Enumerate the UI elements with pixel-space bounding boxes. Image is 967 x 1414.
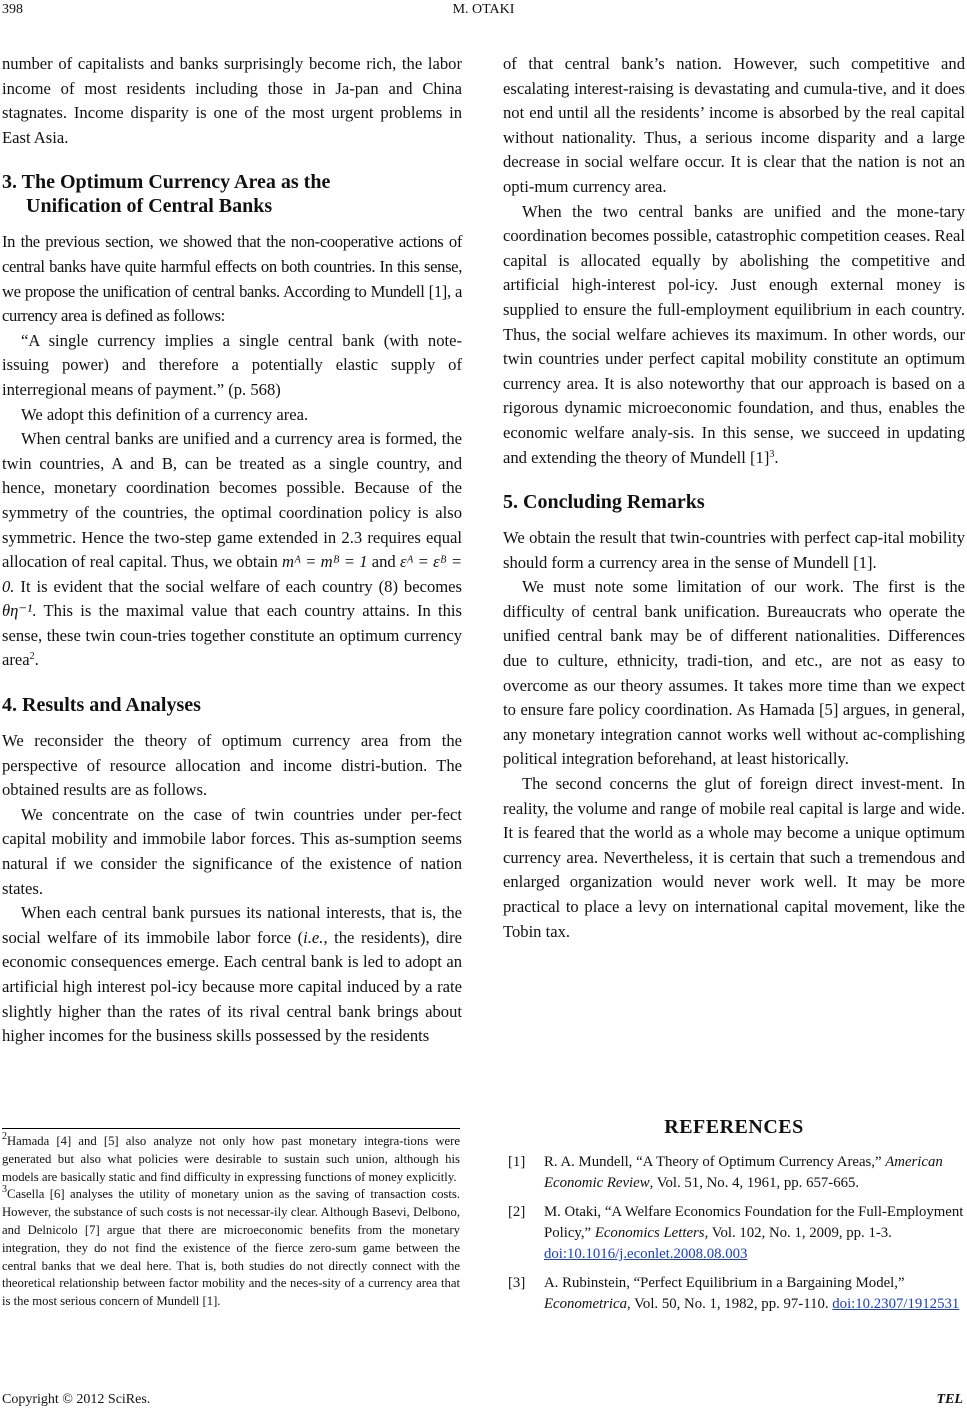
reference-journal: Econometrica <box>544 1296 628 1312</box>
section-heading-3 <box>2 170 462 218</box>
left-column <box>2 52 462 1049</box>
footnote-ref: 3 <box>769 448 775 460</box>
reference-journal: American Economic Review <box>544 1154 943 1191</box>
text-run: When each central bank pursues its national interests, that is, the social welfare of its immobile labor force ( <box>2 903 462 947</box>
reference-number: [3] <box>508 1275 526 1291</box>
paragraph: In the previous section, we showed that the non-cooperative actions of central banks have quite harmful effects on both countries. In this sense, we propose the unification of central banks. According to Mundell [1], a currency area is defined as follows: <box>2 232 462 326</box>
reference-text: , Vol. 51, No. 4, 1961, pp. 657-665. <box>649 1175 860 1191</box>
right-column <box>503 52 965 944</box>
reference-text: A. Rubinstein, “Perfect Equilibrium in a Bargaining Model,” <box>544 1275 905 1291</box>
heading-line: Unification of Central Banks <box>26 195 273 218</box>
section-heading-4: 4. Results and Analyses <box>2 694 201 717</box>
page-header <box>0 2 967 24</box>
reference-journal: Economics Letters <box>594 1225 705 1241</box>
reference-number: [1] <box>508 1154 526 1170</box>
paragraph <box>2 901 462 1049</box>
paragraph: We must note some limitation of our work. The first is the difficulty of central bank unification. Bureaucrats who operate the unified central bank may be of different nationalities. Differences due to culture, ethnicity, tradi-tion, and etc., are not as easy to overcome as our theory assumes. It takes more time than we expect to ensure fare policy coordination. As Hamada [5] argues, in general, any monetary integration cannot works well without ac-complishing political integration beforehand, at least historically. <box>503 577 965 769</box>
italic-text: i.e. <box>303 927 324 947</box>
paragraph: of that central bank’s nation. However, such competitive and escalating interest-raising is devastating and cumula-tive, and it does not end until all the residents’ income is absorbed by the real capital without nationality. Thus, a serious income disparity and a large decrease in social welfare occur. It is clear that the nation is not an opti-mum currency area. <box>503 54 965 196</box>
footnote-number: 2 <box>2 1131 7 1142</box>
reference-text: R. A. Mundell, “A Theory of Optimum Currency Areas,” <box>544 1154 886 1170</box>
paragraph: We adopt this definition of a currency area. <box>21 404 309 424</box>
copyright: Copyright © 2012 SciRes. <box>2 1392 151 1407</box>
footnote-ref: 2 <box>29 651 35 663</box>
reference-item <box>508 1152 966 1194</box>
references-heading: REFERENCES <box>664 1116 804 1138</box>
text-run: It is evident that the social welfare of each country (8) becomes <box>20 576 462 596</box>
paragraph <box>2 427 462 673</box>
equation-m: mᴬ = mᴮ = 1 <box>282 552 368 572</box>
reference-item <box>508 1273 966 1315</box>
footnotes <box>2 1128 460 1311</box>
footnote-2 <box>2 1133 460 1186</box>
reference-text: , Vol. 50, No. 1, 1982, pp. 97-110. <box>627 1296 833 1312</box>
footnote-text: Hamada [4] and [5] also analyze not only how past monetary integra-tions were generated but also what policies were desirable to sustain such union, although his models are basically static and find difficulty in expressing functions of money explicitly. <box>2 1134 460 1184</box>
reference-number: [2] <box>508 1204 526 1220</box>
paragraph: We concentrate on the case of twin countries under per-fect capital mobility and immobile labor forces. This as-sumption seems natural if we consider the significance of the existence of nation states. <box>2 804 462 898</box>
paragraph <box>503 200 965 471</box>
paragraph: We obtain the result that twin-countries with perfect cap-ital mobility should form a currency area in the sense of Mundell [1]. <box>503 528 965 572</box>
footnote-number: 3 <box>2 1184 7 1196</box>
footnote-3 <box>2 1186 460 1311</box>
doi-link[interactable]: doi:10.1016/j.econlet.2008.08.003 <box>544 1246 748 1262</box>
text-run: and <box>371 552 396 572</box>
paragraph: We reconsider the theory of optimum currency area from the perspective of resource allocation and income distri-bution. The obtained results are as follows. <box>2 731 462 800</box>
references-list <box>508 1152 966 1323</box>
reference-text: M. Otaki, “A Welfare Economics Foundation for the Full-Employment Policy,” <box>544 1204 964 1241</box>
text-run: , the residents), dire economic consequences emerge. Each central bank is led to adopt an artificial high interest pol-icy because more capital induced by a rate slightly higher than the rates of its rival central bank brings about higher incomes for the business skills possessed by the residents <box>2 927 462 1046</box>
quote-paragraph: “A single currency implies a single central bank (with note-issuing power) and therefore a potentially elastic supply of interregional means of payment.” (p. 568) <box>2 330 462 399</box>
heading-line: 3. The Optimum Currency Area as the <box>2 171 331 194</box>
section-heading-5: 5. Concluding Remarks <box>503 491 705 514</box>
footnote-text: Casella [6] analyses the utility of monetary union as the saving of transaction costs. However, the substance of such costs is not necessar-ily clear. Although Basevi, Delbono, and Delnicolo [7] argue that there are microeconomic benefits from the monetary integration, they do not find the existence of the fierce zero-sum game between the central banks that we deal here. That is, both studies do not directly connect with the theoretical relationship between factor mobility and the neces-sity of a currency area that is the most serious concern of Mundell [1]. <box>2 1187 460 1309</box>
doi-link[interactable]: doi:10.2307/1912531 <box>832 1296 960 1312</box>
paragraph: number of capitalists and banks surprisingly become rich, the labor income of most residents including those in Ja-pan and China stagnates. Income disparity is one of the most urgent problems in East Asia. <box>2 54 462 147</box>
running-author: M. OTAKI <box>452 2 515 17</box>
page-number: 398 <box>2 2 23 17</box>
text-run: When the two central banks are unified and the mone-tary coordination becomes possible, catastrophic competition ceases. Real capital is allocated equally by abolishing the competitive and artificial high-interest pol-icy. Just enough external money is supplied to ensure the full-employment equilibrium in each country. Thus, the social welfare achieves its maximum. In other words, our twin countries under perfect capital mobility constitute an optimum currency area. It is also noteworthy that our approach is based on a rigorous dynamic microeconomic foundation, and thus, enables the economic welfare analy-sis. In this sense, we succeed in updating and extending the theory of Mundell [1] <box>503 201 965 467</box>
journal-abbrev: TEL <box>936 1392 963 1407</box>
text-run: . This is the maximal value that each country attains. In this sense, these twin coun-tries together constitute an optimum currency area <box>2 601 462 670</box>
text-run: . <box>34 650 39 670</box>
reference-text: , Vol. 102, No. 1, 2009, pp. 1-3. <box>704 1225 892 1241</box>
reference-item <box>508 1202 966 1265</box>
paragraph: The second concerns the glut of foreign direct invest-ment. In reality, the volume and range of mobile real capital is large and wide. It is feared that the world as a whole may become a unique optimum currency area. Nevertheless, it is certain that such a tremendous and enlarged organization would never work well. It may be more practical to place a levy on international capital movement, like the Tobin tax. <box>503 774 965 941</box>
text-run: When central banks are unified and a currency area is formed, the twin countries, A and B, can be treated as a single country, and hence, monetary coordination becomes possible. Because of the symmetry of the countries, the optimal coordination policy is also symmetric. Hence the two-step game extended in 2.3 requires equal allocation of real capital. Thus, we obtain <box>2 429 462 572</box>
text-run: . <box>774 447 779 467</box>
equation-theta-eta: θη⁻¹ <box>2 601 33 621</box>
equation-epsilon: εᴬ = εᴮ = 0. <box>2 552 463 596</box>
